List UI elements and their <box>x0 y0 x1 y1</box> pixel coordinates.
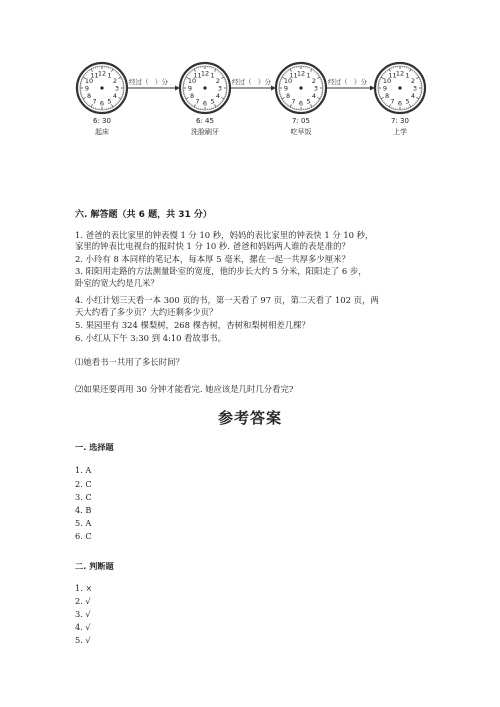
q6-line: 6. 小红从下午 3:30 到 4:10 看故事书。 <box>75 333 227 343</box>
elapsed-time-label: 经过（ ）分 <box>232 78 271 86</box>
clock-label: 上学 <box>393 128 407 136</box>
clock-numeral: 7 <box>92 97 97 106</box>
clock-label: 吃早饭 <box>290 128 312 136</box>
clock-numeral: 4 <box>410 91 416 100</box>
choice-answer-6: 6. C <box>75 531 92 541</box>
clock-numeral: 4 <box>215 91 221 100</box>
clock-time: 7: 30 <box>391 117 409 125</box>
judge-answer-5: 5. √ <box>75 635 91 645</box>
clock-label: 起床 <box>95 128 109 136</box>
elapsed-time-label: 经过（ ）分 <box>129 78 168 86</box>
clock-numeral: 8 <box>285 91 291 100</box>
clock-numeral: 3 <box>217 84 223 93</box>
answers-title: 参考答案 <box>217 409 282 427</box>
clock-numeral: 5 <box>306 97 311 106</box>
choice-answer-2: 2. C <box>75 479 92 489</box>
clock-numeral: 10 <box>187 76 197 85</box>
clock-numeral: 2 <box>311 76 317 85</box>
clock-numeral: 4 <box>112 91 118 100</box>
choice-answer-4: 4. B <box>75 505 92 515</box>
clock-center <box>398 86 401 89</box>
clock-numeral: 5 <box>405 97 410 106</box>
clock-numeral: 11 <box>388 71 397 80</box>
clock-numeral: 2 <box>410 76 416 85</box>
clock-numeral: 4 <box>311 91 317 100</box>
clock-numeral: 12 <box>200 69 210 78</box>
clock-time: 6: 30 <box>93 117 111 125</box>
q2-line: 2. 小玲有 8 本同样的笔记本，每本厚 5 毫米，摞在一起一共厚多少厘米？ <box>75 254 350 264</box>
clock-time: 7: 05 <box>292 117 310 125</box>
choice-answer-5: 5. A <box>75 518 92 528</box>
q6-sub-1: ⑴她看书一共用了多长时间？ <box>75 357 184 367</box>
clock-numeral: 9 <box>283 84 289 93</box>
clock-numeral: 2 <box>215 76 221 85</box>
clock-sequence-figure <box>75 58 435 143</box>
clock-numeral: 10 <box>84 76 94 85</box>
q3-line-2: 卧室的宽大约是几米？ <box>75 278 159 288</box>
clock-numeral: 7 <box>291 97 296 106</box>
clock-numeral: 3 <box>412 84 418 93</box>
clock-center <box>203 86 206 89</box>
clock-label: 洗脸刷牙 <box>191 128 219 136</box>
judge-answer-1: 1. × <box>75 583 93 593</box>
q1-line-2: 家里的钟表比电视台的报时快 1 分 10 秒. 爸爸和妈妈两人谁的表是准的？ <box>75 241 350 251</box>
clock-numeral: 8 <box>86 91 92 100</box>
clock-numeral: 5 <box>107 97 112 106</box>
q5-line: 5. 果园里有 324 棵梨树，268 棵杏树，杏树和梨树相差几棵？ <box>75 320 310 330</box>
clock-numeral: 3 <box>313 84 319 93</box>
clock-numeral: 6 <box>99 99 105 108</box>
clock-numeral: 1 <box>405 71 410 80</box>
clock-numeral: 6 <box>298 99 304 108</box>
clock-numeral: 9 <box>382 84 388 93</box>
clock-numeral: 12 <box>395 69 405 78</box>
clock-numeral: 3 <box>114 84 120 93</box>
clock-center <box>100 86 103 89</box>
clock-numeral: 10 <box>283 76 293 85</box>
clock-numeral: 1 <box>210 71 215 80</box>
clock-numeral: 8 <box>189 91 195 100</box>
clock-numeral: 9 <box>84 84 90 93</box>
clock-numeral: 7 <box>390 97 395 106</box>
judge-answer-4: 4. √ <box>75 622 91 632</box>
clock-center <box>299 86 302 89</box>
clock-numeral: 11 <box>90 71 99 80</box>
clock-numeral: 6 <box>397 99 403 108</box>
clock-numeral: 7 <box>195 97 200 106</box>
section-6-title: 六. 解答题（共 6 题，共 31 分） <box>75 210 212 220</box>
clock-numeral: 10 <box>382 76 392 85</box>
q1-line-1: 1. 爸爸的表比家里的钟表慢 1 分 10 秒，妈妈的表比家里的钟表快 1 分 10 秒， <box>75 230 374 240</box>
judge-answer-3: 3. √ <box>75 609 91 619</box>
clock-numeral: 5 <box>210 97 215 106</box>
judge-section-title: 二. 判断题 <box>75 561 114 571</box>
clock-time: 6: 45 <box>196 117 214 125</box>
choice-answer-3: 3. C <box>75 492 92 502</box>
clock-numeral: 6 <box>202 99 208 108</box>
q3-line-1: 3. 阳阳用走路的方法测量卧室的宽度，他的步长大约 5 分米，阳阳走了 6 步， <box>75 266 367 276</box>
q4-line-2: 天大约看了多少页？大约还剩多少页？ <box>75 307 218 317</box>
clock-numeral: 9 <box>187 84 193 93</box>
clock-numeral: 12 <box>296 69 306 78</box>
clock-numeral: 11 <box>193 71 202 80</box>
clock-numeral: 8 <box>384 91 390 100</box>
choice-answer-1: 1. A <box>75 465 92 475</box>
q6-sub-2: ⑵如果还要再用 30 分钟才能看完. 她应该是几时几分看完? <box>75 384 294 394</box>
judge-answer-2: 2. √ <box>75 596 91 606</box>
clock-numeral: 2 <box>112 76 118 85</box>
clock-numeral: 11 <box>289 71 298 80</box>
clock-numeral: 12 <box>97 69 107 78</box>
choice-section-title: 一. 选择题 <box>75 442 114 452</box>
q4-line-1: 4. 小红计划三天看一本 300 页的书，第一天看了 97 页，第二天看了 102 页，两 <box>75 295 379 305</box>
clock-numeral: 1 <box>306 71 311 80</box>
clock-numeral: 1 <box>107 71 112 80</box>
elapsed-time-label: 经过（ ）分 <box>328 78 367 86</box>
